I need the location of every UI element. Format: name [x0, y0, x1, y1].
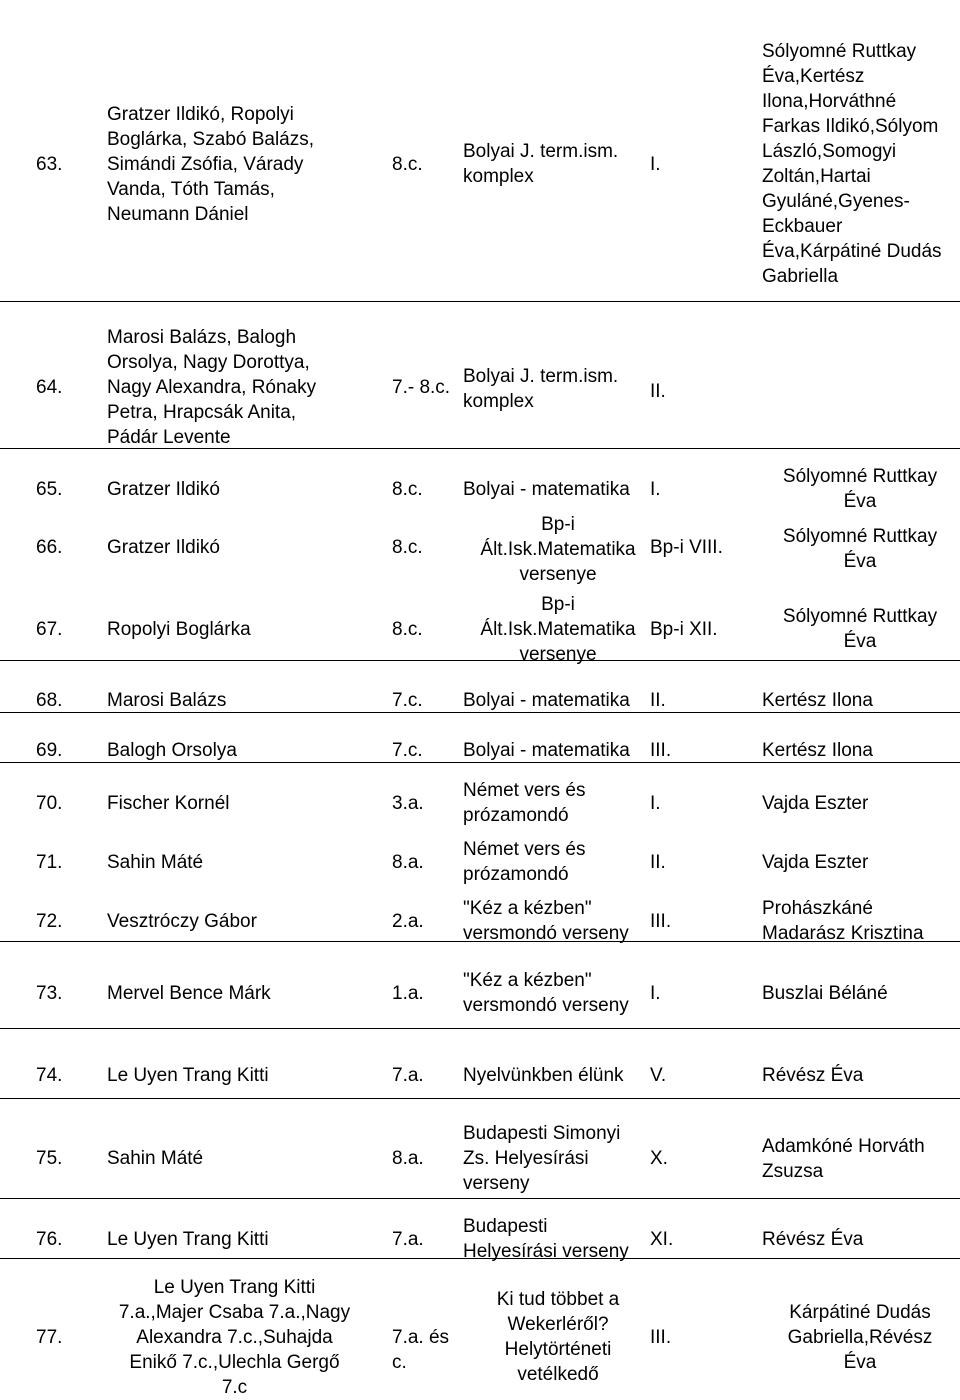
class-label: 8.c. [392, 537, 423, 558]
class-label: 7.a. [392, 1065, 424, 1086]
class-label: 8.a. [392, 852, 424, 873]
placement: Bp-i VIII. [650, 537, 723, 558]
participant-names: Ropolyi Boglárka [107, 619, 251, 640]
teacher-names: Buszlai Béláné [762, 983, 888, 1004]
row-number: 66. [36, 537, 63, 558]
class-label: 8.c. [392, 154, 423, 175]
teacher-names: Kárpátiné Dudás Gabriella,Révész Éva [787, 1302, 933, 1373]
placement: I. [650, 154, 661, 175]
teacher-names: Kertész Ilona [762, 740, 873, 761]
class-label: 7.c. [392, 690, 423, 711]
row-separator [0, 1098, 960, 1099]
competition-name: Budapesti Simonyi Zs. Helyesírási verseny [463, 1123, 621, 1194]
class-label: 7.a. [392, 1229, 424, 1250]
participant-names: Gratzer Ildikó, Ropolyi Boglárka, Szabó Balázs, Simándi Zsófia, Várady Vanda, Tóth Tamás, Neumann Dániel [107, 104, 315, 225]
placement: II. [650, 852, 666, 873]
teacher-names: Sólyomné Ruttkay Éva [782, 466, 938, 512]
placement: III. [650, 1327, 672, 1348]
placement: III. [650, 911, 672, 932]
row-number: 69. [36, 740, 63, 761]
competition-name: Budapesti Helyesírási verseny [463, 1216, 629, 1262]
participant-names: Le Uyen Trang Kitti [107, 1065, 269, 1086]
competition-name: "Kéz a kézben" versmondó verseny [463, 898, 629, 944]
participant-names: Marosi Balázs [107, 690, 227, 711]
row-number: 73. [36, 983, 63, 1004]
class-label: 1.a. [392, 983, 424, 1004]
participant-names: Vesztróczy Gábor [107, 911, 257, 932]
row-separator [0, 1198, 960, 1199]
participant-names: Le Uyen Trang Kitti 7.a.,Majer Csaba 7.a.,Nagy Alexandra 7.c.,Suhajda Enikő 7.c.,Ulechla Gergő 7.c [118, 1277, 351, 1398]
competition-name: Nyelvünkben élünk [463, 1065, 624, 1086]
class-label: 7.a. és c. [392, 1327, 450, 1373]
teacher-names: Sólyomné Ruttkay Éva,Kertész Ilona,Horváthné Farkas Ildikó,Sólyom László,Somogyi Zoltán,Hartai Gyuláné,Gyenes- Eckbauer Éva,Kárpátiné Dudás Gabriella [762, 41, 942, 287]
row-number: 74. [36, 1065, 63, 1086]
placement: X. [650, 1148, 668, 1169]
placement: I. [650, 479, 661, 500]
participant-names: Balogh Orsolya [107, 740, 237, 761]
teacher-names: Révész Éva [762, 1065, 864, 1086]
competition-name: Bp-i Ált.Isk.Matematika versenye [480, 594, 636, 665]
class-label: 8.c. [392, 479, 423, 500]
participant-names: Le Uyen Trang Kitti [107, 1229, 269, 1250]
competition-name: Bp-i Ált.Isk.Matematika versenye [480, 514, 636, 585]
placement: III. [650, 740, 672, 761]
competition-name: Ki tud többet a Wekerléről? Helytörténeti vetélkedő [496, 1289, 620, 1385]
competition-name: Német vers és prózamondó [463, 839, 586, 885]
row-number: 65. [36, 479, 63, 500]
teacher-names: Kertész Ilona [762, 690, 873, 711]
teacher-names: Prohászkáné Madarász Krisztina [762, 898, 924, 944]
row-number: 67. [36, 619, 63, 640]
row-number: 72. [36, 911, 63, 932]
placement: II. [650, 690, 666, 711]
row-number: 68. [36, 690, 63, 711]
participant-names: Sahin Máté [107, 852, 204, 873]
participant-names: Gratzer Ildikó [107, 479, 220, 500]
placement: XI. [650, 1229, 674, 1250]
participant-names: Mervel Bence Márk [107, 983, 271, 1004]
row-separator [0, 301, 960, 302]
teacher-names: Révész Éva [762, 1229, 864, 1250]
row-number: 64. [36, 377, 63, 398]
competition-name: Bolyai - matematika [463, 690, 630, 711]
teacher-names: Vajda Eszter [762, 852, 869, 873]
class-label: 7.- 8.c. [392, 377, 451, 398]
participant-names: Sahin Máté [107, 1148, 204, 1169]
row-number: 76. [36, 1229, 63, 1250]
teacher-names: Sólyomné Ruttkay Éva [782, 526, 938, 572]
class-label: 8.c. [392, 619, 423, 640]
competition-name: Bolyai J. term.ism. komplex [463, 141, 619, 187]
participant-names: Marosi Balázs, Balogh Orsolya, Nagy Dorottya, Nagy Alexandra, Rónaky Petra, Hrapcsák Anita, Pádár Levente [107, 327, 317, 448]
row-separator [0, 1028, 960, 1029]
class-label: 7.c. [392, 740, 423, 761]
placement: I. [650, 983, 661, 1004]
teacher-names: Vajda Eszter [762, 793, 869, 814]
row-number: 63. [36, 154, 63, 175]
participant-names: Gratzer Ildikó [107, 537, 220, 558]
teacher-names: Adamkóné Horváth Zsuzsa [762, 1136, 925, 1182]
placement: Bp-i XII. [650, 619, 718, 640]
row-number: 71. [36, 852, 63, 873]
row-number: 75. [36, 1148, 63, 1169]
class-label: 8.a. [392, 1148, 424, 1169]
class-label: 3.a. [392, 793, 424, 814]
competition-name: "Kéz a kézben" versmondó verseny [463, 970, 629, 1016]
teacher-names: Sólyomné Ruttkay Éva [782, 606, 938, 652]
placement: II. [650, 381, 666, 402]
row-number: 70. [36, 793, 63, 814]
competition-name: Német vers és prózamondó [463, 780, 586, 826]
competition-name: Bolyai J. term.ism. komplex [463, 366, 619, 412]
competition-name: Bolyai - matematika [463, 479, 630, 500]
placement: I. [650, 793, 661, 814]
class-label: 2.a. [392, 911, 424, 932]
placement: V. [650, 1065, 667, 1086]
row-number: 77. [36, 1327, 63, 1348]
participant-names: Fischer Kornél [107, 793, 230, 814]
competition-name: Bolyai - matematika [463, 740, 630, 761]
